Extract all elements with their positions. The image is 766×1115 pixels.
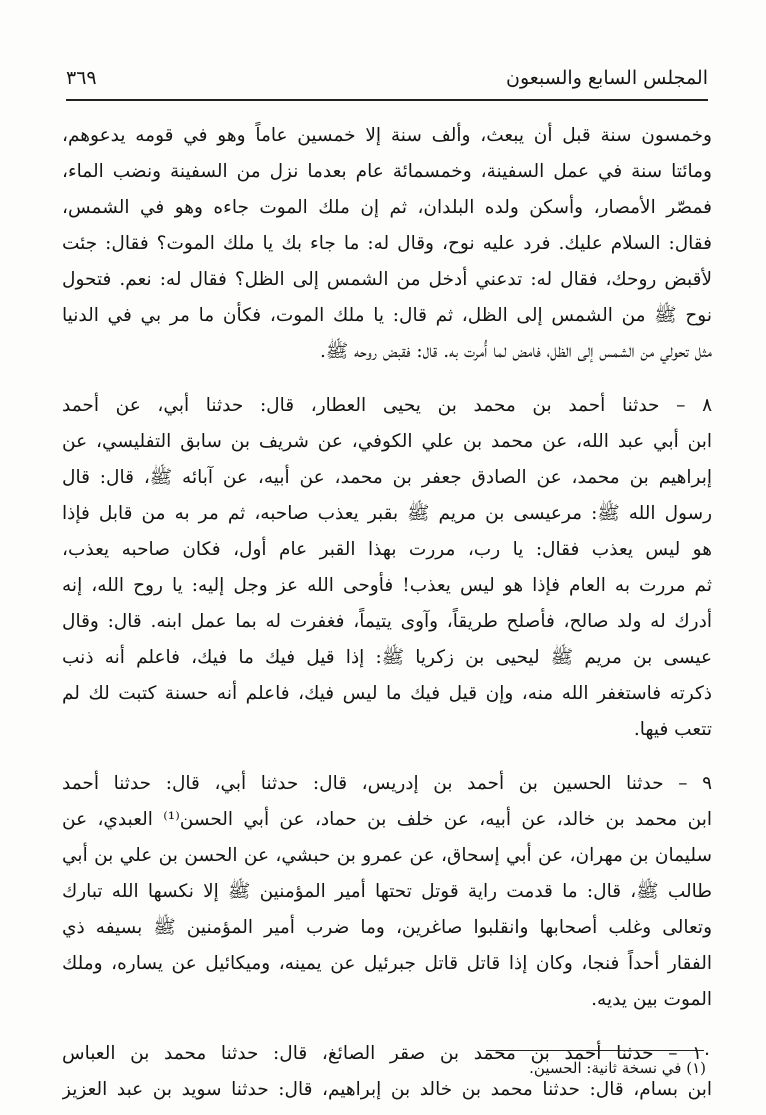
text-line: وتعالى وغلب أصحابها وانقلبوا صاغرين، وما ضرب أمير المؤمنين ﷺ بسيفه ذي [62, 917, 712, 938]
hadith-9 [62, 766, 712, 1018]
paragraph-continuation [62, 118, 712, 370]
page-number: ٣٦٩ [66, 67, 97, 89]
main-text [62, 118, 712, 1108]
text-line: نوح ﷺ من الشمس إلى الظل، ثم قال: يا ملك الموت، فكأن ما مر بي في الدنيا [62, 305, 712, 326]
footnote-divider [486, 1050, 704, 1051]
text-line: ابن بسام، قال: حدثنا محمد بن خالد بن إبراهيم، قال: حدثنا سويد بن عبد العزيز [62, 1079, 712, 1100]
text-line: هو ليس يعذب فقال: يا رب، مررت بهذا القبر عام أول، فكان صاحبه يعذب، [62, 539, 712, 560]
text-line: مثل تحولي من الشمس إلى الظل، فامض لما أُمرت به. قال: فقبض روحه ﷺ. [320, 341, 712, 362]
text-line: فمصّر الأمصار، وأسكن ولده البلدان، ثم إن ملك الموت جاءه وهو في الشمس، [62, 197, 712, 218]
text-line: أدرك له ولد صالح، فأصلح طريقاً، وآوى يتيماً، فغفرت له بما عمل ابنه. قال: وقال [62, 611, 712, 632]
text-line: ابن أبي عبد الله، عن محمد بن علي الكوفي، عن شريف بن سابق التفليسي، عن [62, 431, 712, 452]
text-line: ومائتا سنة في عمل السفينة، وخمسمائة عام بعدما نزل من السفينة ونضب الماء، [62, 161, 712, 182]
text-line: الفقار أحداً فنجا، وكان إذا قاتل قاتل جبرئيل عن يمينه، وميكائيل عن يساره، وملك [62, 953, 712, 974]
paragraph-gap [62, 1018, 712, 1036]
text-line: الموت بين يديه. [591, 989, 712, 1010]
paragraph-gap [62, 370, 712, 388]
text-line: وخمسون سنة قبل أن يبعث، وألف سنة إلا خمسين عاماً وهو في قومه يدعوهم، [62, 125, 712, 146]
text-line: طالب ﷺ، قال: ما قدمت راية قوتل تحتها أمير المؤمنين ﷺ إلا نكسها الله تبارك [62, 881, 712, 902]
chapter-title: المجلس السابع والسبعون [506, 67, 708, 89]
text-line: تتعب فيها. [633, 719, 712, 740]
text-line: إبراهيم بن محمد، عن الصادق جعفر بن محمد، عن أبيه، عن آبائه ﷺ، قال: قال [62, 467, 712, 488]
hadith-8 [62, 388, 712, 748]
running-header [66, 62, 708, 94]
text-line: ذكرته فاستغفر الله منه، وإن قيل فيك ما ليس فيك، فاعلم أنه حسنة كتبت لك لم [62, 683, 712, 704]
text-line: ٨ – حدثنا أحمد بن محمد بن يحيى العطار، قال: حدثنا أبي، عن أحمد [62, 395, 712, 416]
text-line: ثم مررت به العام فإذا هو ليس يعذب! فأوحى الله عز وجل إليه: يا روح الله، إنه [62, 575, 712, 596]
text-line: ٩ – حدثنا الحسين بن أحمد بن إدريس، قال: حدثنا أبي، قال: حدثنا أحمد [62, 773, 712, 794]
paragraph-gap [62, 748, 712, 766]
text-line: ابن محمد بن خالد، عن أبيه، عن خلف بن حماد، عن أبي الحسن⁽¹⁾ العبدي، عن [62, 809, 712, 830]
text-line: سليمان بن مهران، عن أبي إسحاق، عن عمرو بن حبشي، عن الحسن بن علي بن أبي [62, 845, 712, 866]
text-line: لأقبض روحك، فقال له: تدعني أدخل من الشمس إلى الظل؟ فقال له: نعم. فتحول [62, 269, 712, 290]
header-divider [66, 99, 708, 101]
text-line: عيسى بن مريم ﷺ ليحيى بن زكريا ﷺ: إذا قيل فيك ما فيك، فاعلم أنه ذنب [62, 647, 712, 668]
text-line: رسول الله ﷺ: مرعيسى بن مريم ﷺ بقبر يعذب صاحبه، ثم مر به من قابل فإذا [62, 503, 712, 524]
text-line: فقال: السلام عليك. فرد عليه نوح، وقال له: ما جاء بك يا ملك الموت؟ فقال: جئت [62, 233, 712, 254]
text-line: ١٠ – حدثنا أحمد بن محمد بن صقر الصائغ، قال: حدثنا محمد بن العباس [62, 1043, 712, 1064]
footnote: (١) في نسخة ثانية: الحسين. [529, 1059, 706, 1077]
